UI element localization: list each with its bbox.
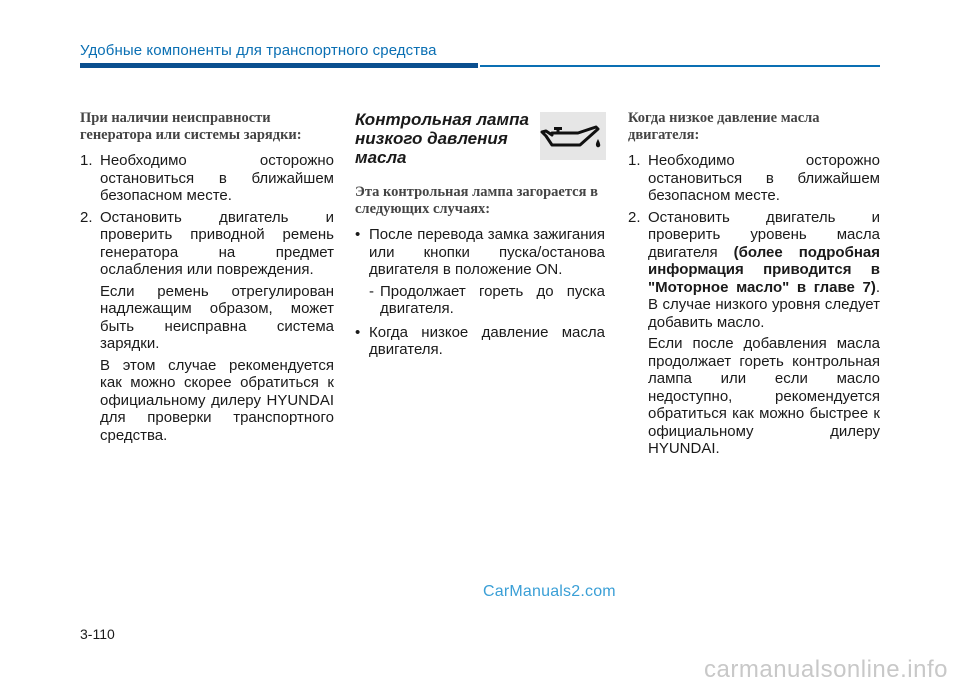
- list-text: После перевода замка зажигания или кнопки пуска/останова двигателя в положение ON.: [369, 226, 605, 278]
- list-text: Остановить двигатель и проверить приводной ремень генератора на предмет ослабления или повреждения.: [100, 208, 334, 278]
- list-number: 2.: [628, 208, 641, 226]
- dash-mark: -: [369, 282, 374, 300]
- list-text: Необходимо осторожно остановиться в ближайшем безопасном месте.: [648, 152, 880, 204]
- list-item: [80, 152, 334, 205]
- list-text: Продолжает гореть до пуска двигателя.: [380, 282, 605, 317]
- list-item: [355, 226, 605, 279]
- carmanuals-watermark: CarManuals2.com: [483, 583, 616, 600]
- oil-lamp-subheading: Эта контрольная лампа загорается в следующих случаях:: [355, 184, 598, 217]
- dealer-paragraph: Если после добавления масла продолжает гореть контрольная лампа или если масло недоступно, рекомендуется обратиться как можно быстрее к официальному дилеру HYUNDAI.: [648, 335, 880, 457]
- list-number: 1.: [628, 152, 641, 169]
- list-number: 1.: [80, 152, 93, 169]
- bullet-mark: •: [355, 226, 361, 243]
- list-item: [628, 209, 880, 332]
- section-title: Удобные компоненты для транспортного средства: [80, 42, 437, 59]
- header-rule-light: [480, 65, 880, 67]
- list-text: Необходимо осторожно остановиться в ближайшем безопасном месте.: [100, 152, 334, 204]
- list-number: 2.: [80, 208, 93, 226]
- oil-can-icon: [540, 112, 606, 160]
- oil-lamp-heading: Контрольная лампа низкого давления масла: [355, 110, 529, 167]
- generator-heading: При наличии неисправности генератора или системы зарядки:: [80, 110, 302, 143]
- list-item: [628, 152, 880, 205]
- list-item: [355, 324, 605, 359]
- header-rule-dark: [80, 63, 478, 68]
- chapter-reference: (более подробная информация приводится в "Моторное масло" в главе 7): [648, 243, 881, 296]
- oil-check-text: Остановить двигатель и проверить уровень масла двигателя: [648, 208, 880, 261]
- list-subitem: [369, 283, 605, 318]
- low-oil-heading: Когда низкое давление масла двигателя:: [628, 110, 820, 143]
- bullet-mark: •: [355, 323, 361, 341]
- page-number: 3-110: [80, 626, 115, 642]
- dealer-paragraph: В этом случае рекомендуется как можно скорее обратиться к официальному дилеру HYUNDAI для проверки транспортного средства.: [100, 356, 334, 444]
- belt-paragraph: Если ремень отрегулирован надлежащим образом, может быть неисправна система зарядки.: [100, 282, 334, 352]
- list-text: [648, 209, 880, 332]
- list-item: [80, 209, 334, 279]
- add-oil-text: . В случае низкого уровня следует добавить масло.: [648, 278, 880, 331]
- site-watermark: carmanualsonline.info: [704, 656, 948, 683]
- column-generator: [80, 110, 334, 448]
- oil-pressure-icon-box: [540, 112, 606, 160]
- list-text: Когда низкое давление масла двигателя.: [369, 323, 605, 358]
- column-low-oil: [628, 110, 880, 462]
